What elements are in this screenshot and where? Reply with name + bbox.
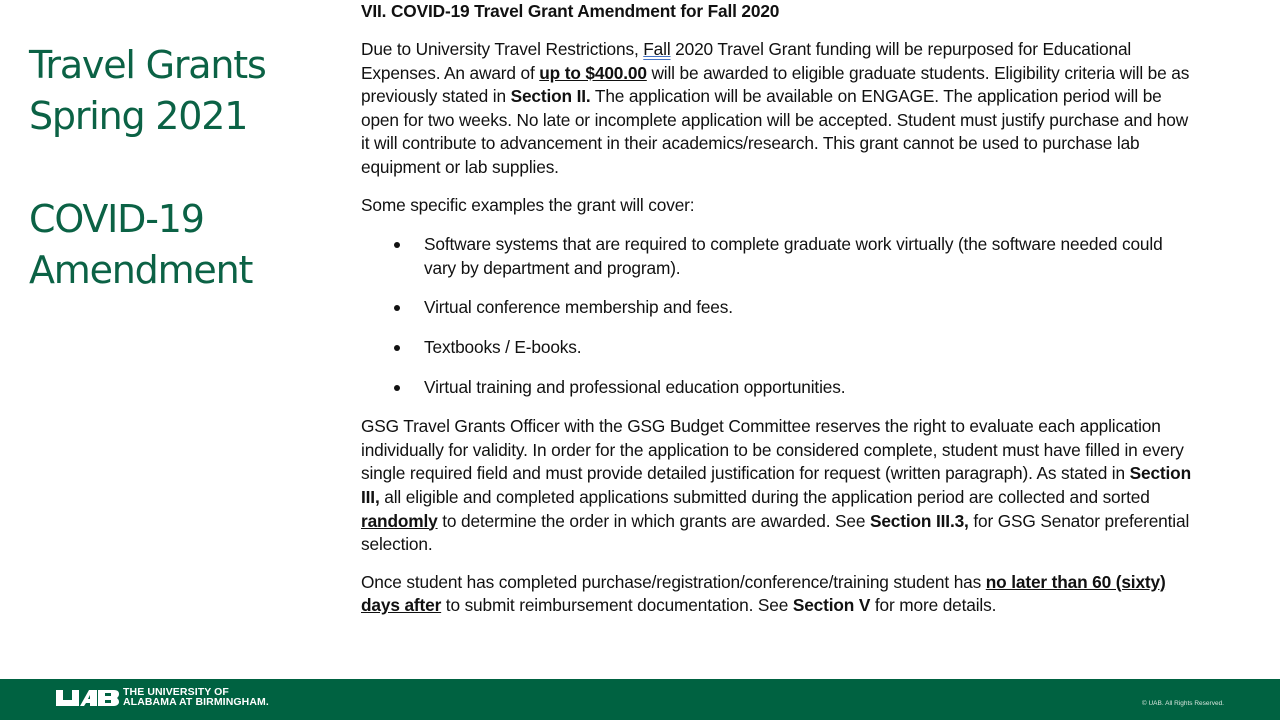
text: for GSG Senator preferential selection. [361,510,1190,555]
title-line-2: Spring 2021 [29,94,248,138]
text: GSG Travel Grants Officer with the GSG Budget Committee reserves the right to evaluate each application individually for validity. In order for the application to be considered complete, student must have filled in every single required field and must provide detailed justification for request (written paragraph). As stated in [361,416,1184,484]
bullet-icon [394,345,400,351]
uab-logo-mark-icon [56,690,120,706]
text: for more details. [870,595,997,616]
examples-intro: Some specific examples the grant will cover: [361,194,695,215]
text: 2020 Travel Grant funding will be repurposed for Educational Expenses. An award of [361,39,1132,83]
paragraph-reimbursement [361,571,1191,618]
list-item-text: Textbooks / E-books. [424,336,582,357]
title-line-1: Travel Grants [29,43,266,87]
uab-logo [56,688,269,707]
text: to submit reimbursement documentation. See [441,595,793,616]
university-name-line-2: ALABAMA AT BIRMINGHAM. [123,695,269,708]
award-amount: up to $400.00 [539,62,647,83]
randomly-emphasis: randomly [361,510,438,531]
section-ref: Section III, [361,463,1191,507]
section-ref: Section II. [510,86,591,107]
paragraph-eligibility [361,38,1191,180]
list-item [361,233,1191,280]
text: Once student has completed purchase/registration/conference/training student has [361,571,986,592]
university-name [123,688,269,707]
section-heading: VII. COVID-19 Travel Grant Amendment for Fall 2020 [361,1,780,21]
list-item-text: Virtual conference membership and fees. [424,297,733,318]
list-item [361,376,1191,400]
subtitle-line-1: COVID-19 [29,197,204,241]
list-item [361,296,1191,320]
list-item-text: Software systems that are required to complete graduate work virtually (the software needed could vary by department and program). [424,234,1163,278]
fall-word: Fall [643,39,671,59]
text: all eligible and completed applications submitted during the application period are collected and sorted [379,486,1150,507]
text: The application will be available on ENGAGE. The application period will be open for two weeks. No late or incomplete application will be accepted. Student must justify purchase and how it will contribute to advancement in their academics/research. This grant cannot be used to purchase lab equipment or lab supplies. [361,86,1189,177]
document-body [361,0,1191,618]
slide-title [29,40,329,296]
bullet-icon [394,305,400,311]
text: to determine the order in which grants are awarded. See [437,510,870,531]
university-name-line-1: THE UNIVERSITY OF [123,686,229,698]
subtitle-line-2: Amendment [29,248,253,292]
paragraph-evaluation [361,415,1191,557]
text: Due to University Travel Restrictions, [361,39,644,59]
examples-list [361,233,1191,399]
list-item [361,336,1191,360]
copyright-notice: © UAB. All Rights Reserved. [1141,700,1224,707]
bullet-icon [394,242,400,248]
section-ref: Section V [792,595,871,616]
deadline-emphasis: no later than 60 (sixty) days after [361,571,1166,616]
section-ref: Section III.3, [869,510,969,531]
text: will be awarded to eligible graduate students. Eligibility criteria will be as previously stated in [361,62,1190,107]
footer-bar [0,679,1280,720]
bullet-icon [394,385,400,391]
list-item-text: Virtual training and professional education opportunities. [424,376,846,397]
